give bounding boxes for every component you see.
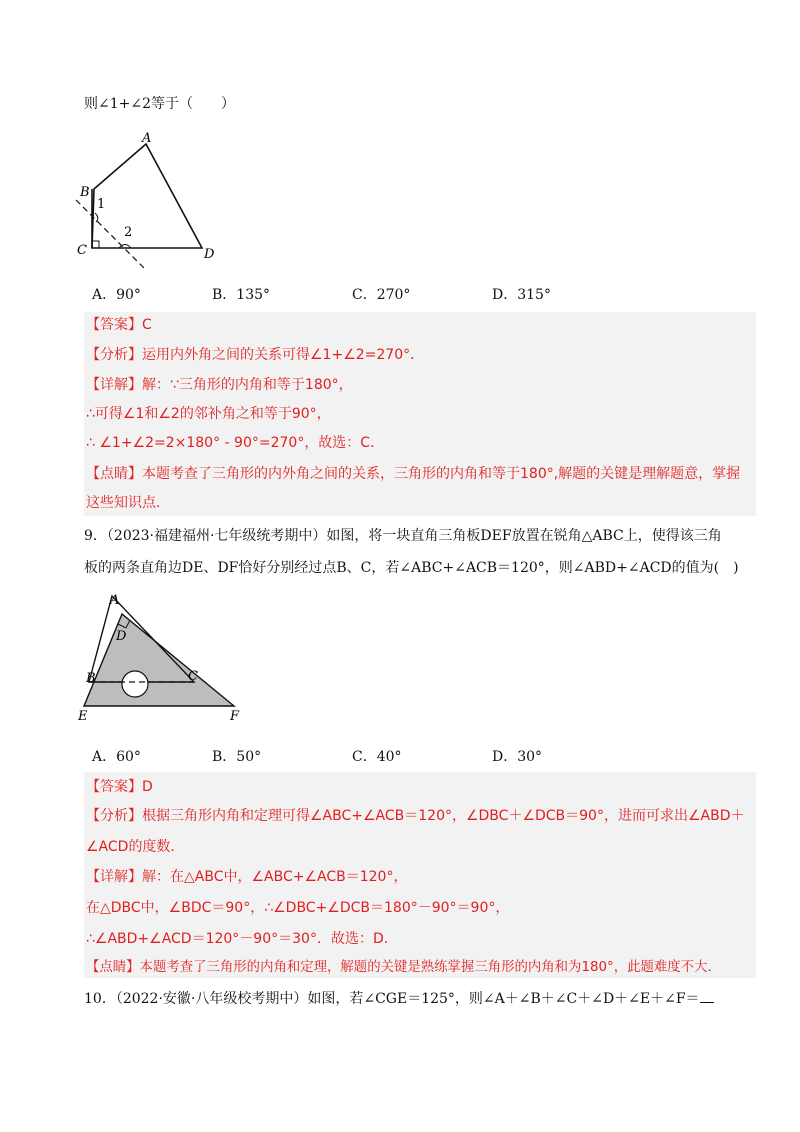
q9-label-c: C xyxy=(188,669,198,684)
q8-figure xyxy=(70,128,230,276)
q9-label-e: E xyxy=(78,709,88,724)
q8-detail-3: ∴ ∠1+∠2=2×180° - 90°=270°，故选：C． xyxy=(86,435,385,451)
q8-detail-2: ∴可得∠1和∠2的邻补角之和等于90°， xyxy=(86,406,331,422)
q9-detail-1: 【详解】解：在△ABC中，∠ABC+∠ACB＝120°， xyxy=(86,869,408,885)
q9-label-d: D xyxy=(116,629,127,644)
q9-detail-3: ∴∠ABD+∠ACD＝120°－90°＝30°．故选：D． xyxy=(86,931,398,947)
q8-detail-1: 【详解】解：∵三角形的内角和等于180°， xyxy=(86,377,353,393)
q8-label-c: C xyxy=(77,243,87,258)
q10-stem xyxy=(84,988,714,1009)
q9-stem-2: 板的两条直角边DE、DF恰好分别经过点B、C，若∠ABC+∠ACB＝120°，则∠ABD+∠ACD的值为( ) xyxy=(84,560,739,576)
q9-label-f: F xyxy=(230,709,240,724)
q9-option-b[interactable]: B．50° xyxy=(212,749,262,765)
q8-label-d: D xyxy=(204,247,215,262)
q8-label-b: B xyxy=(80,185,90,200)
q9-option-d[interactable]: D．30° xyxy=(492,749,543,765)
q8-analysis: 【分析】运用内外角之间的关系可得∠1+∠2=270°． xyxy=(86,347,425,363)
q9-comment: 【点睛】本题考查了三角形的内角和定理，解题的关键是熟练掌握三角形的内角和为180°，此题难度不大． xyxy=(86,960,721,975)
q8-comment-1: 【点睛】本题考查了三角形的内外角之间的关系，三角形的内角和等于180°,解题的关键是理解题意，掌握 xyxy=(86,466,741,482)
q8-option-d[interactable]: D．315° xyxy=(492,287,551,303)
q9-stem-1: 9．（2023·福建福州·七年级统考期中）如图，将一块直角三角板DEF放置在锐角△ABC上，使得该三角 xyxy=(84,528,722,544)
q8-option-a[interactable]: A．90° xyxy=(92,287,141,303)
q8-comment-2: 这些知识点． xyxy=(86,495,170,511)
q9-answer: 【答案】D xyxy=(86,779,153,795)
q9-option-c[interactable]: C．40° xyxy=(352,749,402,765)
q9-analysis-2: ∠ACD的度数． xyxy=(86,839,185,855)
q9-option-a[interactable]: A．60° xyxy=(92,749,141,765)
q8-stem: 则∠1+∠2等于（ ） xyxy=(84,96,236,112)
q8-label-1: 1 xyxy=(97,197,106,212)
q9-analysis-1: 【分析】根据三角形内角和定理可得∠ABC+∠ACB＝120°，∠DBC＋∠DCB＝90°，进而可求出∠ABD＋ xyxy=(86,808,745,824)
q10-stem-text: 10．（2022·安徽·八年级校考期中）如图，若∠CGE＝125°，则∠A＋∠B＋∠C＋∠D＋∠E＋∠F＝ xyxy=(84,991,700,1007)
q8-option-c[interactable]: C．270° xyxy=(352,287,411,303)
q9-figure xyxy=(74,592,254,727)
q9-detail-2: 在△DBC中，∠BDC＝90°，∴∠DBC+∠DCB＝180°－90°＝90°， xyxy=(86,900,510,916)
q9-label-a: A xyxy=(110,593,120,608)
q8-label-2: 2 xyxy=(124,225,133,240)
q8-label-a: A xyxy=(142,131,152,146)
q8-option-b[interactable]: B．135° xyxy=(212,287,271,303)
q10-answer-blank[interactable] xyxy=(700,988,714,1003)
q9-label-b: B xyxy=(86,671,96,686)
q8-answer: 【答案】C xyxy=(86,317,152,333)
